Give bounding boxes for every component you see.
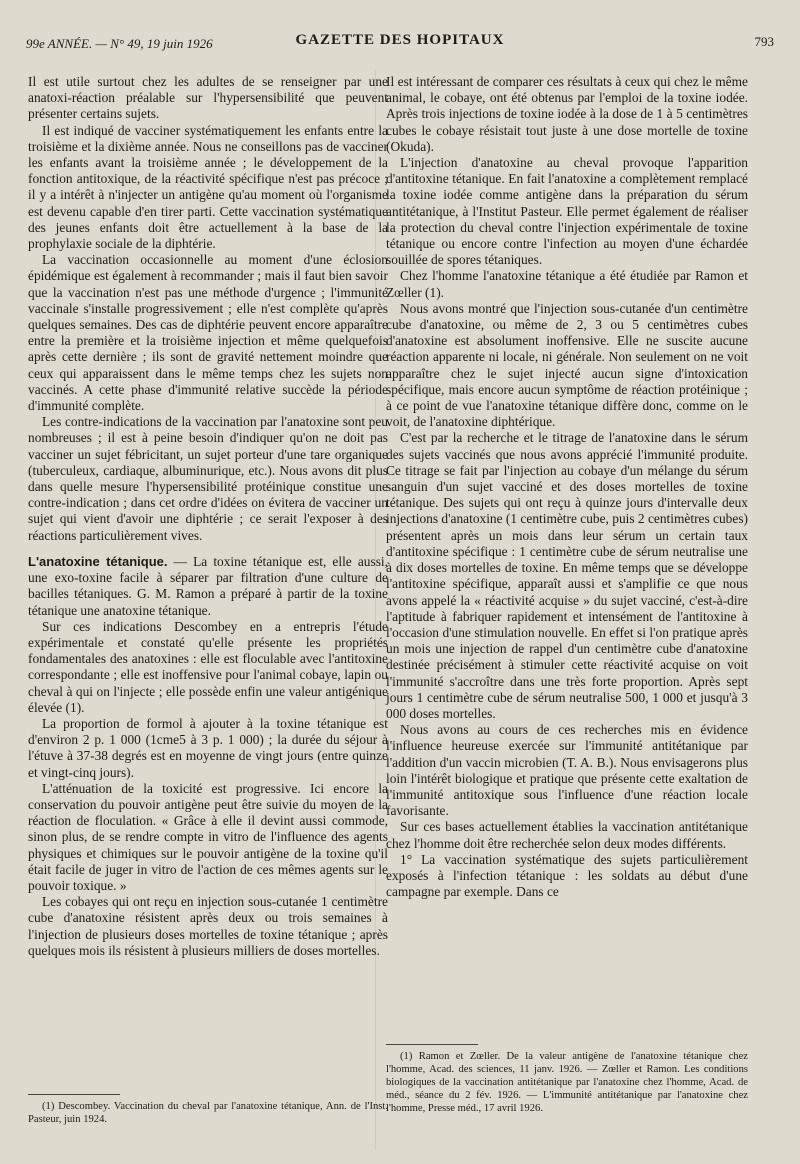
paragraph: 1° La vaccination systématique des sujets particulièrement exposés à l'infection tétanique : les soldats au début d'une campagne par exemple. Dans ce	[386, 851, 748, 900]
paragraph: Sur ces bases actuellement établies la vaccination antitétanique chez l'homme doit être recherchée selon deux modes différents.	[386, 819, 748, 851]
footnote-text: (1) Descombey. Vaccination du cheval par l'anatoxine tétanique, Ann. de l'Inst. Pasteur, juin 1924.	[28, 1101, 388, 1125]
paragraph: Nous avons au cours de ces recherches mis en évidence l'influence heureuse exercée sur l'immunité antitétanique par l'addition d'un vaccin microbien (T. A. B.). Nous envisagerons plus loin l'intérêt biologique et pratique que présente cette exaltation de l'immunité antitoxique sous l'influence d'une réaction locale favorisante.	[386, 722, 748, 819]
left-column	[28, 74, 388, 959]
paragraph: Chez l'homme l'anatoxine tétanique a été étudiée par Ramon et Zœller (1).	[386, 268, 748, 300]
paragraph: Les cobayes qui ont reçu en injection sous-cutanée 1 centimètre cube d'anatoxine résistent après deux ou trois semaines à l'injection de plusieurs doses mortelles de toxine tétanique ; après quelques mois ils résistent à plusieurs milliers de doses mortelles.	[28, 894, 388, 958]
paragraph: Il est indiqué de vacciner systématiquement les enfants entre la troisième et la dixième année. Nous ne conseillons pas de vacciner les enfants avant la troisième année ; le développement de la fonction antitoxique, de la réactivité spécifique n'est pas précoce ; il y a intérêt à n'injecter un antigène qu'au moment où l'organisme est devenu capable d'en tirer parti. Cette vaccination systématique des jeunes enfants doit être actuellement à la base de la prophylaxie sociale de la diphtérie.	[28, 122, 388, 252]
paragraph: La vaccination occasionnelle au moment d'une éclosion épidémique est également à recommander ; mais il faut bien savoir que la vaccination n'est pas une méthode d'urgence ; l'immunité vaccinale s'installe progressivement ; elle n'est complète qu'après quelques semaines. Des cas de diphtérie peuvent encore apparaître entre la première et la troisième injection et même quelquefois après cette dernière ; ils sont de gravité nettement moindre que ceux qui apparaissent dans le même temps chez les sujets non vaccinés. A cette phase d'immunité relative succède la période d'immunité complète.	[28, 252, 388, 414]
paragraph: La proportion de formol à ajouter à la toxine tétanique est d'environ 2 p. 1 000 (1cme5 à 3 p. 1 000) ; la durée du séjour à l'étuve à 37-38 degrés est en moyenne de vingt jours (entre quinze et vingt-cinq jours).	[28, 715, 388, 780]
section-paragraph	[28, 554, 388, 619]
footnote-rule	[386, 1044, 478, 1045]
paragraph: Sur ces indications Descombey en a entrepris l'étude expérimentale et constaté qu'elle présente les propriétés fondamentales des anatoxines : elle est floculable avec l'antitoxine correspondante ; elle est inoffensive pour l'animal cobaye, lapin ou cheval à qui on l'injecte ; elle possède enfin une valeur antigénique élevée (1).	[28, 618, 388, 715]
footnote-text: (1) Ramon et Zœller. De la valeur antigène de l'anatoxine tétanique chez l'homme, Acad. des sciences, 11 janv. 1926. — Zœller et Ramon. Les conditions biologiques de la vaccination antitétanique par l'anatoxine chez l'homme, Acad. de méd., séance du 2 fév. 1926. — L'immunité antitétanique par l'anatoxine chez l'homme, Presse méd., 17 avril 1926.	[386, 1051, 748, 1114]
section-text: — La toxine tétanique est, elle aussi, une exo-toxine facile à séparer par filtration d'une culture de bacilles tétaniques. G. M. Ramon a préparé à partir de la toxine tétanique une anatoxine tétanique.	[28, 553, 388, 618]
right-column	[386, 74, 748, 900]
left-footnote	[28, 1100, 388, 1126]
paragraph: Nous avons montré que l'injection sous-cutanée d'un centimètre cube d'anatoxine, ou même de 2, 3 ou 5 centimètres cubes d'anatoxine est absolument inoffensive. Elle ne suscite aucune réaction apparente ni locale, ni générale. Non seulement on ne voit apparaître chez le sujet injecté aucun signe d'intoxication spécifique, mais encore aucun symptôme de réaction protéinique ; à ce point de vue l'anatoxine tétanique diffère donc, comme on le voit, de l'anatoxine diphtérique.	[386, 300, 748, 430]
issue-line: 99e ANNÉE. — N° 49, 19 juin 1926	[26, 36, 213, 51]
footnote-rule	[28, 1094, 120, 1095]
journal-title: GAZETTE DES HOPITAUX	[295, 32, 505, 48]
page-number: 793	[754, 34, 774, 49]
page-header	[26, 32, 774, 56]
paragraph: Il est intéressant de comparer ces résultats à ceux qui chez le même animal, le cobaye, ont été obtenus par l'emploi de la toxine iodée. Après trois injections de toxine iodée à la dose de 1 à 5 centimètres cubes le cobaye résistait tout juste à une dose mortelle de toxine (Okuda).	[386, 74, 748, 154]
paragraph: L'atténuation de la toxicité est progressive. Ici encore la conservation du pouvoir antigène peut être suivie du moyen de la réaction de floculation. « Grâce à elle il devint aussi commode, sinon plus, de se rendre compte in vitro de l'influence des agents physiques et chimiques sur le pouvoir antigène de la toxine qu'il était facile de juger in vitro de l'action de ces mêmes agents sur le pouvoir toxique. »	[28, 780, 388, 893]
section-title: L'anatoxine tétanique.	[28, 553, 168, 569]
paragraph: L'injection d'anatoxine au cheval provoque l'apparition d'antitoxine tétanique. En fait l'anatoxine a complètement remplacé la toxine iodée comme antigène dans la préparation du sérum antitétanique, à l'Institut Pasteur. Elle permet également de réaliser la protection du cheval contre l'injection expérimentale de toxine tétanique ou encore contre l'infection au moyen d'une échardée souillée de spores tétaniques.	[386, 155, 748, 268]
paragraph: C'est par la recherche et le titrage de l'anatoxine dans le sérum des sujets vaccinés que nous avons apprécié l'immunité produite. Ce titrage se fait par l'injection au cobaye d'un mélange du sérum sanguin d'un sujet vacciné et des doses mortelles de toxine tétanique. Des sujets qui ont reçu à quinze jours d'intervalle deux injections d'anatoxine (1 centimètre cube, puis 2 centimètres cubes) présentent après un mois dans leur sérum un certain taux d'antitoxine spécifique : 1 centimètre cube de sérum neutralise une à dix doses mortelles de toxine. En même temps que se développe l'antitoxine spécifique, apparaît aussi et s'amplifie ce que nous avons appelé la « réactivité acquise » du sujet vacciné, c'est-à-dire l'aptitude à fabriquer rapidement et intensément de l'antitoxine à l'occasion d'une stimulation nouvelle. En effet si l'on pratique après un mois une injection de rappel d'un centimètre cube d'anatoxine destinée précisément à stimuler cette réactivité acquise on voit l'immunité s'accroître dans une très forte proportion. Après sept jours 1 centimètre cube de sérum neutralise 500, 1 000 et jusqu'à 3 000 doses mortelles.	[386, 430, 748, 721]
right-footnote	[386, 1050, 748, 1115]
paragraph: Les contre-indications de la vaccination par l'anatoxine sont peu nombreuses ; il est à peine besoin d'indiquer qu'on ne doit pas vacciner un sujet fébricitant, un sujet porteur d'une tare organique (tuberculeux, cardiaque, albuminurique, etc.). Nous avons dit plus dans quelle mesure l'hypersensibilité protéinique constitue une contre-indication ; dans cet ordre d'idées on évitera de vacciner un sujet qui vient d'avoir une diphtérie ; ce serait l'exposer à des réactions particulièrement vives.	[28, 414, 388, 543]
paragraph: Il est utile surtout chez les adultes de se renseigner par une anatoxi-réaction préalable sur l'hypersensibilité que peuvent présenter certains sujets.	[28, 74, 388, 122]
